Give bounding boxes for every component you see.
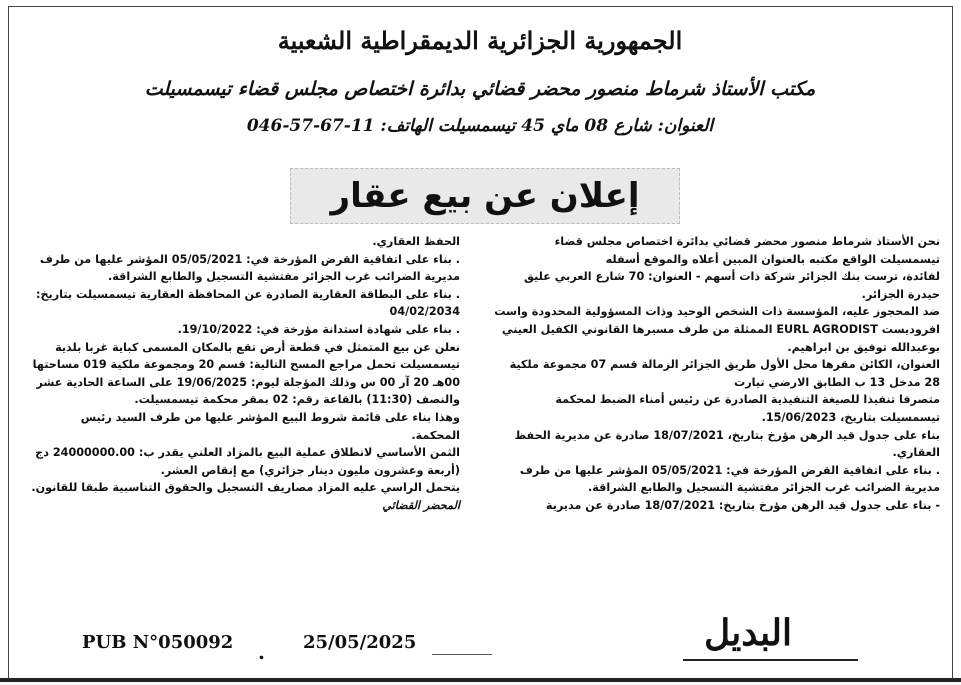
publication-date: 25/05/2025	[303, 632, 417, 653]
paragraph: ضد المحجوز عليه، المؤسسة ذات الشخص الوحيد وذات المسؤولية المحدودة واست افروديست EURL AGRODIST الممثلة من طرف مسيرها القانوني الكفيل العيني بوعبدالله توفيق بن ابراهيم.	[494, 305, 940, 354]
announcement-title-box	[290, 168, 680, 224]
paragraph: الثمن الأساسي لانطلاق عملية البيع بالمزاد العلني يقدر ب: 24000000.00 دج (أربعة وعشرون مليون دينار جزائري) مع إنقاص العشر.	[35, 446, 460, 477]
address-line: العنوان: شارع 08 ماي 45 تيسمسيلت الهاتف: 11-67-57-046	[246, 116, 714, 136]
paragraph: بناء على جدول قيد الرهن مؤرخ بتاريخ، 18/07/2021 صادرة عن مديرية الحفظ العقاري.	[514, 428, 940, 460]
paragraph: . بناء على البطاقة العقارية الصادرة عن المحافظة العقارية تيسمسيلت بتاريخ: 04/02/2034	[35, 287, 460, 319]
paragraph: العنوان، الكائن مقرها محل الأول طريق الجزائر الزمالة قسم 07 مجموعة ملكية 28 مدخل 13 ب الطابق الارضي تيارت	[509, 358, 940, 389]
paragraph: وهذا بناء على قائمة شروط البيع المؤشر عليها من طرف السيد رئيس المحكمة.	[80, 410, 460, 442]
paragraph: نحن الأستاذ شرماط منصور محضر قضائي بدائرة اختصاص مجلس قضاء تيسمسيلت الواقع مكتبه بالعنوان المبين أعلاه والموقع أسفله	[554, 235, 940, 266]
paragraph: يتحمل الراسي عليه المزاد مصاريف التسجيل والحقوق التناسبية طبقا للقانون.	[31, 481, 460, 495]
paragraph: . بناء على اتفاقية القرض المؤرخة في: 05/05/2021 المؤشر عليها من طرف مديرية الضرائب غرب الجزائر مفتشية التسجيل والطابع الشراقة.	[519, 463, 940, 495]
paragraph: - بناء على جدول قيد الرهن مؤرخ بتاريخ: 18/07/2021 صادرة عن مديرية	[545, 498, 940, 512]
newspaper-name: البديل	[704, 612, 793, 654]
republic-heading: الجمهورية الجزائرية الديمقراطية الشعبية	[277, 26, 683, 55]
announcement-title: إعلان عن بيع عقار	[330, 176, 640, 216]
paragraph: . بناء على اتفاقية القرض المؤرخة في: 05/05/2021 المؤشر عليها من طرف مديرية الضرائب غرب الجزائر مفتشية التسجيل والطابع الشراقة.	[39, 252, 460, 284]
newspaper-underline	[683, 659, 858, 661]
paragraph: متصرفا تنفيذا للصيغة التنفيذية الصادرة عن رئيس أمناء الضبط لمحكمة تيسمسيلت بتاريخ، 15/06/2023.	[555, 393, 940, 424]
paragraph: لفائدة، ترست بنك الجزائر شركة ذات أسهم - العنوان: 70 شارع العربي عليق حيدرة الجزائر.	[523, 270, 940, 301]
right-column	[493, 233, 940, 515]
footer-rule	[432, 654, 492, 655]
bailiff-signature-label: المحضر القضائي	[382, 498, 460, 512]
bottom-border	[0, 678, 961, 682]
pub-number: PUB N°050092	[82, 632, 234, 653]
bailiff-office-line: مكتب الأستاذ شرماط منصور محضر قضائي بدائرة اختصاص مجلس قضاء تيسمسيلت	[144, 78, 816, 100]
paragraph: . بناء على شهادة استدانة مؤرخة في: 19/10/2022.	[177, 322, 460, 336]
paragraph: الحفظ العقاري.	[372, 235, 460, 248]
footer-separator: .	[258, 640, 265, 664]
paragraph: نعلن عن بيع المتمثل في قطعة أرض تقع بالمكان المسمى كباية غربا بلدية تيسمسيلت تحمل مراجع المسح التالية: قسم 20 ومجموعة ملكية 019 مساحتها 00هـ 20 آر 00 س وذلك المؤجلة ليوم: 19/06/2025 على الساعة الحادية عشر والنصف (11:30) بالقاعة رقم: 02 بمقر محكمة تيسمسيلت.	[32, 340, 460, 407]
left-column	[30, 233, 460, 515]
